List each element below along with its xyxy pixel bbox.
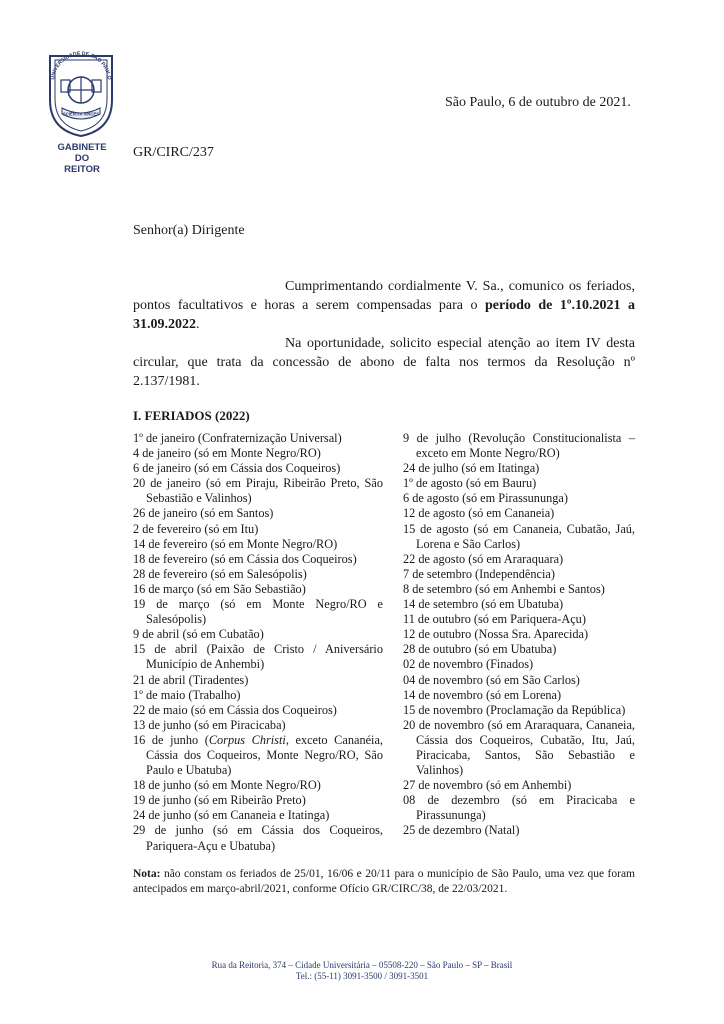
list-item: 15 de abril (Paixão de Cristo / Aniversário Município de Anhembi)	[133, 642, 383, 672]
footnote	[133, 867, 635, 897]
paragraph-intro	[133, 277, 635, 334]
attention-text: Na oportunidade, solicito especial atenção ao item IV desta circular, que trata da concessão de abono de falta nos termos da Resolução nº 2.137/1981.	[133, 336, 635, 389]
footer-address: Rua da Reitoria, 374 – Cidade Universitária – 05508-220 – São Paulo – SP – Brasil	[211, 960, 513, 970]
circular-reference: GR/CIRC/237	[133, 145, 214, 160]
list-item: 21 de abril (Tiradentes)	[133, 672, 249, 687]
holidays-list-right	[403, 431, 635, 839]
intro-period: período de 1º.10.2021 a 31.09.2022	[133, 298, 636, 332]
list-item-corpus-christi	[133, 733, 383, 778]
list-item: 1º de maio (Trabalho)	[133, 687, 241, 702]
list-item: 08 de dezembro (só em Piracicaba e Pirassununga)	[403, 793, 635, 823]
seal-motto: SCIENTIA VINCES	[62, 111, 100, 117]
list-item: 13 de junho (só em Piracicaba)	[133, 717, 286, 732]
list-item: 15 de novembro (Proclamação da República)	[403, 702, 626, 717]
holidays-list-left	[133, 431, 383, 854]
corpus-italic: Corpus Christi	[208, 732, 286, 747]
list-item: 26 de janeiro (só em Santos)	[133, 506, 274, 521]
note-label: Nota:	[133, 868, 161, 880]
office-line: GABINETE	[57, 142, 107, 153]
list-item: 29 de junho (só em Cássia dos Coqueiros, Pariquera-Açu e Ubatuba)	[133, 823, 383, 853]
list-item: 1º de janeiro (Confraternização Universal)	[133, 431, 342, 445]
list-item: 12 de outubro (Nossa Sra. Aparecida)	[403, 627, 589, 642]
list-item: 24 de julho (só em Itatinga)	[403, 461, 540, 476]
salutation: Senhor(a) Dirigente	[133, 223, 245, 238]
usp-seal-logo	[44, 42, 118, 138]
list-item: 7 de setembro (Independência)	[403, 566, 555, 581]
office-line: REITOR	[64, 164, 100, 175]
list-item: 28 de fevereiro (só em Salesópolis)	[133, 566, 307, 581]
list-item: 19 de março (só em Monte Negro/RO e Salesópolis)	[133, 597, 383, 627]
list-item: 18 de fevereiro (só em Cássia dos Coqueiros)	[133, 551, 357, 566]
list-item: 14 de novembro (só em Lorena)	[403, 687, 562, 702]
list-item: 6 de janeiro (só em Cássia dos Coqueiros)	[133, 461, 341, 476]
list-item: 20 de novembro (só em Araraquara, Cananeia, Cássia dos Coqueiros, Cubatão, Itu, Jaú, Piracicaba, Santos, São Sebastião e Valinhos)	[403, 717, 635, 778]
list-item: 04 de novembro (só em São Carlos)	[403, 672, 580, 687]
note-text: não constam os feriados de 25/01, 16/06 e 20/11 para o município de São Paulo, uma vez que foram antecipados em março-abril/2021, conforme Ofício GR/CIRC/38, de 22/03/2021.	[133, 868, 635, 895]
list-item: 8 de setembro (só em Anhembi e Santos)	[403, 581, 605, 596]
list-item: 15 de agosto (só em Cananeia, Cubatão, Jaú, Lorena e São Carlos)	[403, 521, 635, 551]
list-item: 14 de setembro (só em Ubatuba)	[403, 597, 564, 612]
corpus-before: 16 de junho (	[133, 732, 209, 747]
letter-date: São Paulo, 6 de outubro de 2021.	[445, 95, 631, 110]
list-item: 22 de maio (só em Cássia dos Coqueiros)	[133, 702, 337, 717]
list-item: 25 de dezembro (Natal)	[403, 823, 520, 838]
list-item: 14 de fevereiro (só em Monte Negro/RO)	[133, 536, 338, 551]
list-item: 22 de agosto (só em Araraquara)	[403, 551, 564, 566]
list-item: 27 de novembro (só em Anhembi)	[403, 778, 572, 793]
corpus-after: , exceto Cananéia, Cássia dos Coqueiros, Monte Negro/RO, São Paulo e Ubatuba)	[146, 732, 383, 778]
list-item: 02 de novembro (Finados)	[403, 657, 534, 672]
list-item: 4 de janeiro (só em Monte Negro/RO)	[133, 446, 321, 461]
list-item: 1º de agosto (só em Bauru)	[403, 476, 537, 491]
list-item: 20 de janeiro (só em Piraju, Ribeirão Preto, São Sebastião e Valinhos)	[133, 476, 383, 506]
list-item: 28 de outubro (só em Ubatuba)	[403, 642, 557, 657]
list-item: 9 de abril (só em Cubatão)	[133, 627, 264, 642]
list-item: 6 de agosto (só em Pirassununga)	[403, 491, 568, 506]
list-item: 16 de março (só em São Sebastião)	[133, 581, 306, 596]
list-item: 9 de julho (Revolução Constitucionalista – exceto em Monte Negro/RO)	[403, 431, 635, 461]
list-item: 2 de fevereiro (só em Itu)	[133, 521, 259, 536]
paragraph-attention	[133, 334, 635, 391]
list-item: 18 de junho (só em Monte Negro/RO)	[133, 778, 321, 793]
section-title: I. FERIADOS (2022)	[133, 408, 250, 423]
seal-text: UNIVERSIDADE DE SÃO PAULO	[50, 50, 112, 81]
intro-text: Cumprimentando cordialmente V. Sa., comunico os feriados, pontos facultativos e horas a serem compensadas para o	[133, 279, 635, 313]
office-label	[50, 142, 114, 175]
list-item: 19 de junho (só em Ribeirão Preto)	[133, 793, 306, 808]
list-item: 24 de junho (só em Cananeia e Itatinga)	[133, 808, 330, 823]
intro-end: .	[196, 317, 200, 332]
list-item: 12 de agosto (só em Cananeia)	[403, 506, 555, 521]
list-item: 11 de outubro (só em Pariquera-Açu)	[403, 612, 586, 627]
office-line: DO	[74, 153, 90, 164]
footer-phone: Tel.: (55-11) 3091-3500 / 3091-3501	[295, 971, 429, 981]
